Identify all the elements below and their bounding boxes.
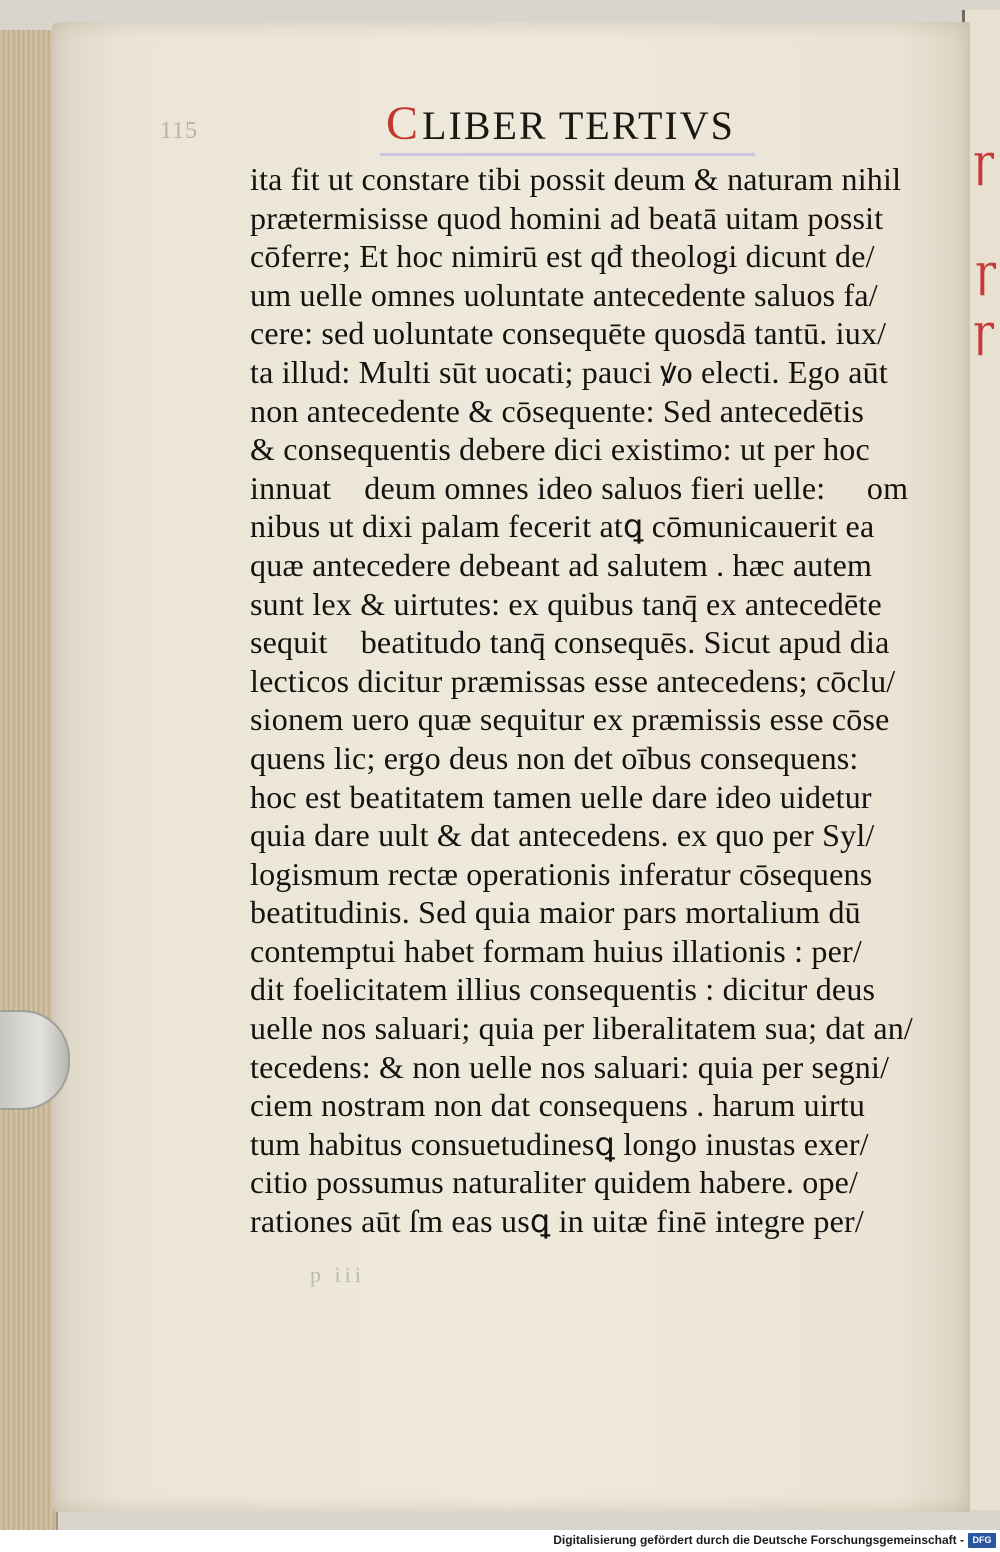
text-line: rationes aūt ſm eas usꝗ in uitæ finē integre per/ [250,1203,864,1240]
signature-mark: p iii [310,1262,365,1287]
facing-page-rubric-mark: ꞅ [973,137,995,186]
text-line: cere: sed uoluntate consequēte quosdā tantū. iux/ [250,315,887,352]
footer-bar [0,1530,1000,1552]
text-line: ta illud: Multi sūt uocati; pauci ꝟo electi. Ego aūt [250,353,888,390]
text-line: ciem nostram non dat consequens . harum uirtu [250,1087,866,1124]
facing-page-rubric-mark: ꞅ [975,247,997,296]
rubric-initial: C [386,97,421,150]
heading-text: LIBER TERTIVS [422,103,735,148]
text-line: non antecedente & cōsequente: Sed antecedētis [250,392,865,429]
text-line: & consequentis debere dici existimo: ut per hoc [250,431,870,468]
text-line: hoc est beatitatem tamen uelle dare ideo uidetur [250,778,872,815]
text-line: prætermisisse quod homini ad beatā uitam possit [250,199,884,236]
text-line: logismum rectæ operationis inferatur cōsequens [250,855,873,892]
text-line: sionem uero quæ sequitur ex præmissis esse cōse [250,701,890,738]
funding-credit: Digitalisierung gefördert durch die Deutsche Forschungsgemeinschaft - [553,1533,964,1547]
text-line: quæ antecedere debeant ad salutem . hæc autem [250,546,873,583]
book-page-edges [0,30,58,1530]
page-heading [380,96,755,156]
text-line: uelle nos saluari; quia per liberalitatem sua; dat an/ [250,1010,914,1047]
text-line: tecedens: & non uelle nos saluari: quia per segni/ [250,1048,890,1085]
dfg-logo-icon: DFG [968,1533,996,1548]
text-line: quia dare uult & dat antecedens. ex quo per Syl/ [250,817,875,854]
text-line: innuatᷓ deum omnes ideo saluos fieri uelle: ꝙ om [250,469,909,506]
text-line: sunt lex & uirtutes: ex quibus tanq̄ ex antecedēte [250,585,882,622]
text-line: citio possumus naturaliter quidem habere. ope/ [250,1164,859,1201]
text-line: contemptui habet formam huius illationis : per/ [250,932,862,969]
text-line: tum habitus consuetudinesꝗ longo inustas exer/ [250,1125,869,1162]
ghost-page-number: 115 [160,118,199,144]
text-line: ita fit ut constare tibi possit deum & naturam nihil [250,161,902,197]
body-text [250,160,930,1241]
text-line: nibus ut dixi palam fecerit atꝗ cōmunicauerit ea [250,508,875,545]
text-line: sequitᷓ beatitudo tanq̄ consequēs. Sicut apud dia [250,624,890,661]
text-line: um uelle omnes uoluntate antecedente saluos fa/ [250,276,878,313]
text-line: quens lic; ergo deus non det oībus consequens: [250,739,859,776]
text-line: cōferre; Et hoc nimirū est qđ theologi dicunt de/ [250,238,875,275]
facing-page-rubric-mark: ꞅ [973,307,995,356]
text-line: lecticos dicitur præmissas esse antecedens; cōclu/ [250,662,896,699]
text-line: dit foelicitatem illius consequentis : dicitur deus [250,971,876,1008]
text-line: beatitudinis. Sed quia maior pars mortalium dū [250,894,861,931]
